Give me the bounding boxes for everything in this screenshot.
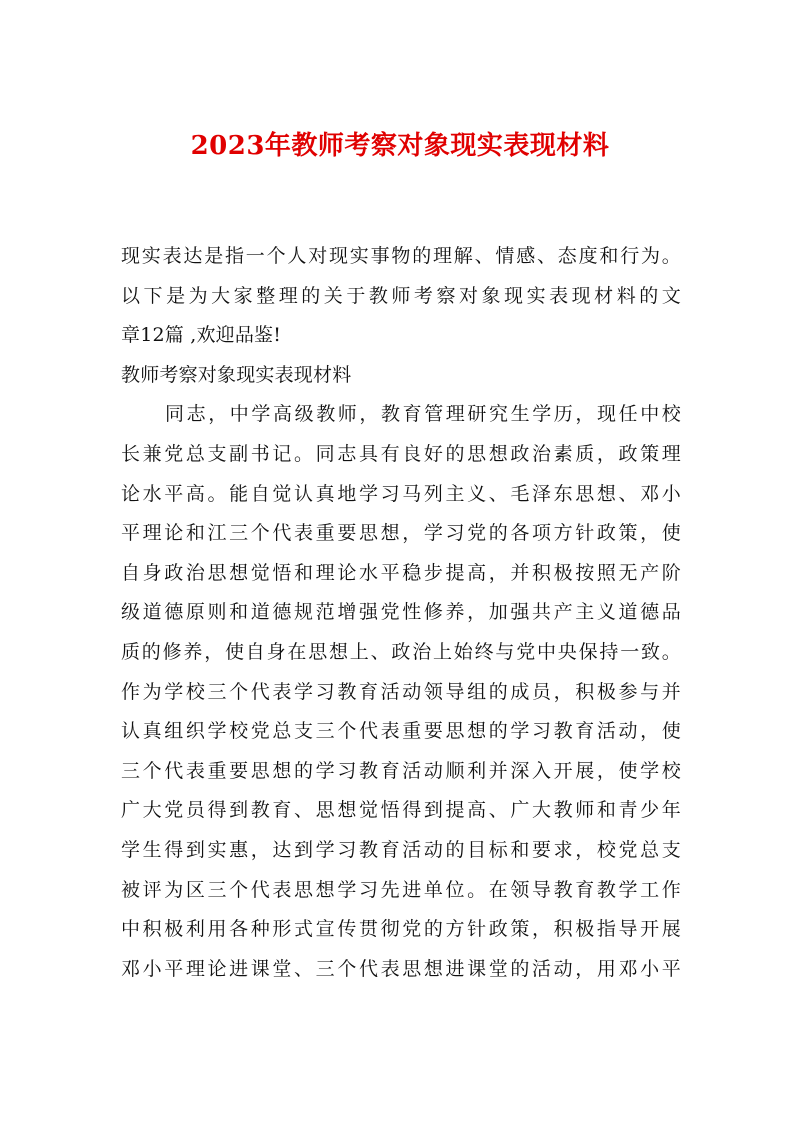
paragraph-line: 邓小平理论进课堂、三个代表思想进课堂的活动，用邓小平 bbox=[121, 957, 681, 980]
paragraph-line: 广大党员得到教育、思想觉悟得到提高、广大教师和青少年 bbox=[121, 799, 681, 822]
intro-line: 章12篇 ,欢迎品鉴! bbox=[121, 324, 282, 347]
paragraph-line: 平理论和江三个代表重要思想，学习党的各项方针政策，使 bbox=[121, 522, 681, 545]
page-title: 2023年教师考察对象现实表现材料 bbox=[190, 131, 610, 161]
document-body bbox=[121, 237, 681, 989]
paragraph-line: 论水平高。能自觉认真地学习马列主义、毛泽东思想、邓小 bbox=[121, 482, 681, 505]
paragraph-line: 自身政治思想觉悟和理论水平稳步提高，并积极按照无产阶 bbox=[121, 561, 681, 584]
paragraph-line: 同志，中学高级教师，教育管理研究生学历，现任中校 bbox=[165, 403, 681, 426]
paragraph-line: 中积极利用各种形式宣传贯彻党的方针政策，积极指导开展 bbox=[121, 918, 681, 941]
paragraph-line: 被评为区三个代表思想学习先进单位。在领导教育教学工作 bbox=[121, 878, 681, 901]
paragraph-line: 学生得到实惠，达到学习教育活动的目标和要求，校党总支 bbox=[121, 838, 681, 861]
intro-line: 以下是为大家整理的关于教师考察对象现实表现材料的文 bbox=[121, 284, 681, 307]
paragraph-line: 长兼党总支副书记。同志具有良好的思想政治素质，政策理 bbox=[121, 442, 681, 465]
paragraph-line: 作为学校三个代表学习教育活动领导组的成员，积极参与并 bbox=[121, 680, 681, 703]
intro-line: 现实表达是指一个人对现实事物的理解、情感、态度和行为。 bbox=[121, 245, 681, 267]
section-heading: 教师考察对象现实表现材料 bbox=[121, 363, 352, 386]
paragraph-line: 级道德原则和道德规范增强党性修养，加强共产主义道德品 bbox=[121, 601, 681, 624]
paragraph-line: 质的修养，使自身在思想上、政治上始终与党中央保持一致。 bbox=[121, 640, 681, 663]
paragraph-line: 三个代表重要思想的学习教育活动顺利并深入开展，使学校 bbox=[121, 759, 681, 782]
paragraph-line: 认真组织学校党总支三个代表重要思想的学习教育活动，使 bbox=[121, 720, 681, 743]
